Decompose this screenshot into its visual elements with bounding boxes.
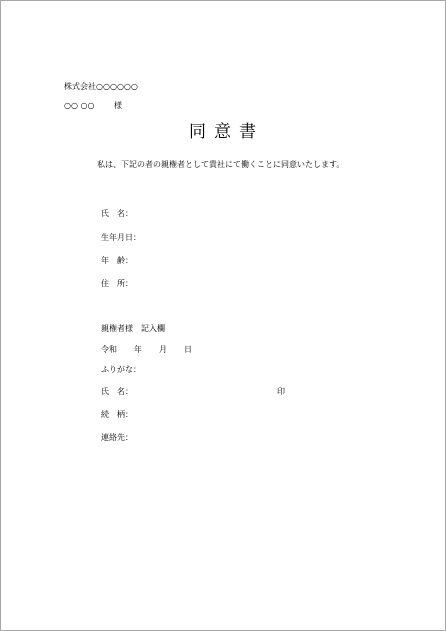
field-subject-address-label: 住 所： [101,279,133,288]
field-subject-name-label: 氏 名： [101,209,133,218]
date-day: 日 [184,345,192,354]
date-year: 年 [134,345,142,354]
company-name: 株式会社○○○○○○ [64,82,138,91]
seal-mark: 印 [277,387,285,396]
addressee-name: ○○ ○○ [64,101,95,110]
field-guardian-contact-label: 連絡先： [101,433,133,442]
field-guardian-name-label: 氏 名： [101,387,133,396]
guardian-section-title: 親権者様 記入欄 [101,324,165,333]
document-title: 同意書 [189,122,264,142]
date-month: 月 [159,345,167,354]
date-era: 令和 [101,345,117,354]
addressee-honorific: 様 [114,101,122,110]
consent-statement: 私は、下記の者の親権者として貴社にて働くことに同意いたします。 [97,160,345,169]
field-guardian-relationship-label: 続 柄： [101,410,133,419]
field-guardian-furigana-label: ふりがな： [101,365,141,374]
field-subject-age-label: 年 齢： [101,256,133,265]
field-subject-birthdate-label: 生年月日： [101,233,141,242]
